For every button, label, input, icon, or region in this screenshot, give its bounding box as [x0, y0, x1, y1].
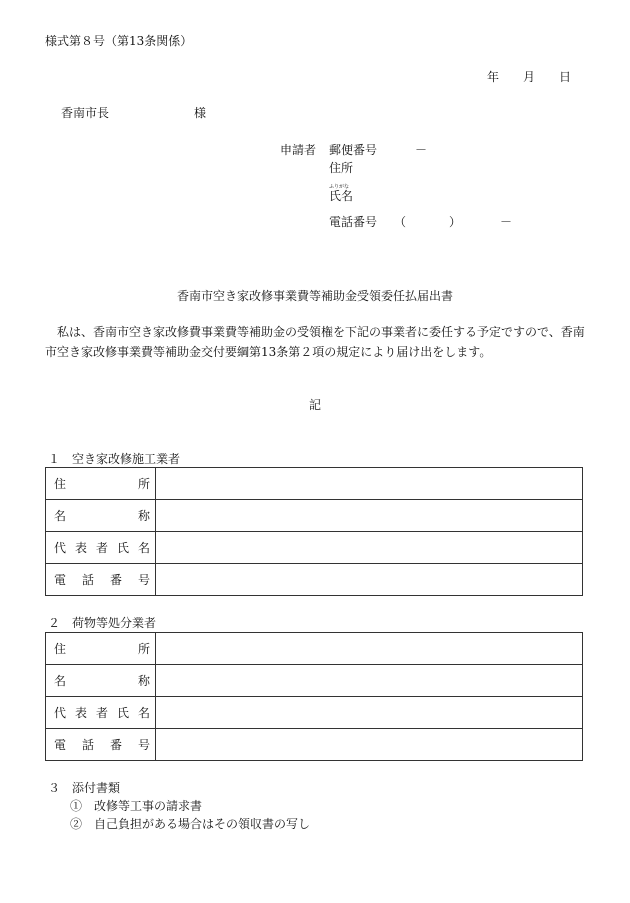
table-row	[46, 729, 583, 761]
table-row	[46, 633, 583, 665]
table-row	[46, 500, 583, 532]
name-ruby: ふりがな	[329, 184, 350, 190]
table-row	[46, 697, 583, 729]
contractor-phone-field[interactable]	[156, 564, 583, 596]
postal-code-label: 郵便番号	[329, 143, 378, 157]
disposal-table	[45, 632, 583, 761]
section3-heading: ３ 添付書類	[48, 781, 121, 795]
address-label: 住所	[329, 161, 354, 175]
contractor-address-field[interactable]	[156, 468, 583, 500]
table-row	[46, 564, 583, 596]
phone-paren-close: ）	[449, 215, 462, 229]
table-row	[46, 532, 583, 564]
addressee-honorific: 様	[194, 106, 207, 120]
document-title: 香南市空き家改修事業費等補助金受領委任払届出書	[176, 289, 453, 303]
body-paragraph: 私は、香南市空き家改修費事業費等補助金の受領権を下記の事業者に委任する予定ですので、香南市空き家改修事業費等補助金交付要綱第13条第２項の規定により届け出をします。	[45, 325, 585, 359]
phone-dash: －	[500, 215, 513, 229]
date-month-label: 月	[523, 70, 536, 84]
row-label-address: 住 所	[46, 633, 156, 665]
date-day-label: 日	[559, 70, 572, 84]
date-year-label: 年	[487, 70, 500, 84]
attachment-item: ② 自己負担がある場合はその領収書の写し	[70, 817, 311, 831]
addressee: 香南市長	[61, 106, 110, 120]
name-label: 氏名	[329, 189, 354, 203]
disposal-representative-field[interactable]	[156, 697, 583, 729]
disposal-address-field[interactable]	[156, 633, 583, 665]
phone-paren-open: （	[394, 215, 407, 229]
row-label-name: 名 称	[46, 665, 156, 697]
row-label-address: 住 所	[46, 468, 156, 500]
section1-heading: １ 空き家改修施工業者	[48, 452, 181, 466]
form-number: 様式第８号（第13条関係）	[45, 34, 193, 48]
table-row	[46, 468, 583, 500]
phone-label: 電話番号	[329, 215, 378, 229]
contractor-representative-field[interactable]	[156, 532, 583, 564]
row-label-phone: 電 話 番 号	[46, 564, 156, 596]
postal-code-dash: －	[415, 143, 428, 157]
contractor-name-field[interactable]	[156, 500, 583, 532]
disposal-phone-field[interactable]	[156, 729, 583, 761]
row-label-phone: 電 話 番 号	[46, 729, 156, 761]
table-row	[46, 665, 583, 697]
contractor-table	[45, 467, 583, 596]
ki-marker: 記	[308, 398, 321, 412]
attachment-item: ① 改修等工事の請求書	[70, 799, 203, 813]
row-label-representative: 代 表 者 氏 名	[46, 697, 156, 729]
applicant-label: 申請者	[280, 143, 317, 157]
section2-heading: ２ 荷物等処分業者	[48, 616, 157, 630]
row-label-name: 名 称	[46, 500, 156, 532]
disposal-name-field[interactable]	[156, 665, 583, 697]
row-label-representative: 代 表 者 氏 名	[46, 532, 156, 564]
